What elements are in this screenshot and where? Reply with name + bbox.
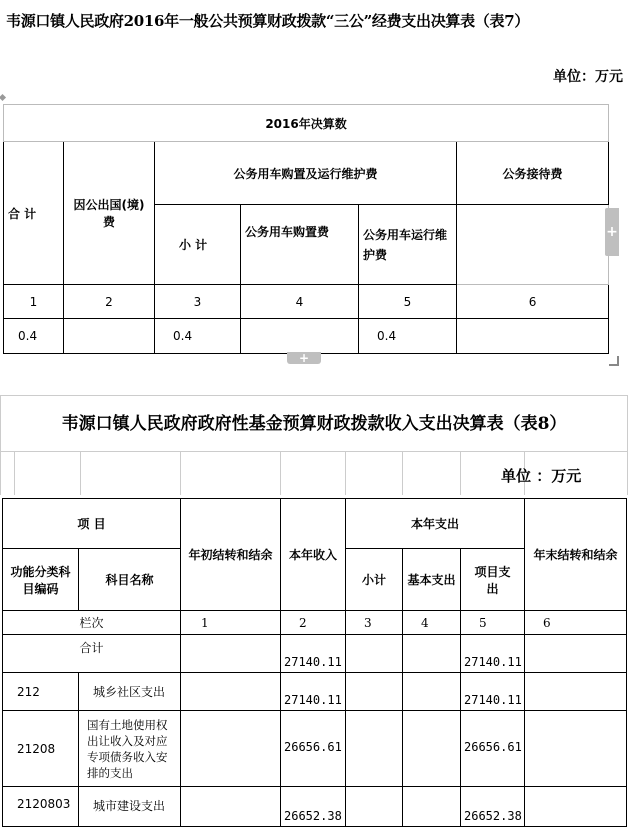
table8	[2, 498, 627, 827]
table8-total-project: 27140.11	[461, 635, 525, 673]
table7-colnum-6: 6	[457, 285, 609, 319]
table8-col-name: 科目名称	[79, 549, 181, 611]
table8-colnum-4: 4	[403, 611, 461, 635]
table8-colnum-3: 3	[346, 611, 403, 635]
table7-col-vehicle-purchase: 公务用车购置费	[241, 205, 359, 285]
table8-col-item: 项 目	[3, 499, 181, 549]
table8-col-subtotal: 小计	[346, 549, 403, 611]
table8-row-name: 国有土地使用权出让收入及对应专项债务收入安排的支出	[79, 711, 181, 787]
table7-col-abroad: 因公出国(境)费	[64, 142, 155, 285]
table-row	[525, 635, 627, 673]
table-row	[525, 673, 627, 711]
table8-col-expense-group: 本年支出	[346, 499, 525, 549]
table7-value-operation: 0.4	[359, 319, 457, 354]
table-row	[403, 673, 461, 711]
table8-row-income: 26652.38	[281, 787, 346, 827]
table-row	[403, 787, 461, 827]
table7-col-subtotal: 小 计	[155, 205, 241, 285]
table8-lanci: 栏次	[3, 611, 181, 635]
table8-col-project: 项目支出	[461, 549, 525, 611]
expand-rows-button[interactable]: +	[287, 352, 321, 364]
table8-col-code: 功能分类科目编码	[3, 549, 79, 611]
table8-col-end: 年末结转和结余	[525, 499, 627, 611]
table7-value-reception	[457, 319, 609, 354]
table7-colnum-2: 2	[64, 285, 155, 319]
table-row	[403, 635, 461, 673]
table7-cell-empty	[457, 205, 609, 285]
table7-title: 韦源口镇人民政府2016年一般公共预算财政拨款“三公”经费支出决算表（表7）	[6, 12, 530, 30]
expand-columns-button[interactable]: +	[605, 208, 619, 256]
table7-value-purchase	[241, 319, 359, 354]
table8-row-project: 26656.61	[461, 711, 525, 787]
table-row	[181, 673, 281, 711]
table8-total-label: 合计	[3, 635, 181, 673]
table7-colnum-4: 4	[241, 285, 359, 319]
table7-col-vehicle-group: 公务用车购置及运行维护费	[155, 142, 457, 205]
table-row	[403, 711, 461, 787]
table7-colnum-5: 5	[359, 285, 457, 319]
table8-colnum-6: 6	[525, 611, 627, 635]
table8-row-project: 26652.38	[461, 787, 525, 827]
table-row	[346, 711, 403, 787]
table7-colnum-3: 3	[155, 285, 241, 319]
table8-row-name: 城市建设支出	[79, 787, 181, 827]
table8-col-begin: 年初结转和结余	[181, 499, 281, 611]
table8-row-code: 212	[3, 673, 79, 711]
table8-colnum-5: 5	[461, 611, 525, 635]
table8-col-income: 本年收入	[281, 499, 346, 611]
table7-unit: 单位：万元	[553, 69, 623, 85]
table8-col-basic: 基本支出	[403, 549, 461, 611]
table-resize-handle[interactable]	[609, 356, 619, 366]
corner-marker-icon	[0, 94, 6, 101]
table-row	[525, 787, 627, 827]
table8-row-income: 26656.61	[281, 711, 346, 787]
table7-col-vehicle-operation: 公务用车运行维护费	[359, 205, 457, 285]
table-row	[346, 673, 403, 711]
table8-row-income: 27140.11	[281, 673, 346, 711]
table-row	[181, 787, 281, 827]
table7-colnum-1: 1	[4, 285, 64, 319]
table-row	[525, 711, 627, 787]
table7-col-reception: 公务接待费	[457, 142, 609, 205]
table-row	[181, 711, 281, 787]
table7-value-abroad	[64, 319, 155, 354]
table-row	[346, 635, 403, 673]
table7-value-subtotal: 0.4	[155, 319, 241, 354]
table8-row-code: 21208	[3, 711, 79, 787]
table8-colnum-2: 2	[281, 611, 346, 635]
table8-unit: 单位 ：万元	[501, 467, 582, 485]
table7	[3, 104, 609, 354]
table8-title: 韦源口镇人民政府政府性基金预算财政拨款收入支出决算表（表8）	[61, 414, 567, 434]
table7-header-year: 2016年决算数	[4, 105, 609, 142]
table7-col-total: 合 计	[4, 142, 64, 285]
table8-colnum-1: 1	[181, 611, 281, 635]
table-row	[181, 635, 281, 673]
table8-row-code: 2120803	[3, 787, 79, 827]
table-row	[346, 787, 403, 827]
table8-total-income: 27140.11	[281, 635, 346, 673]
table8-row-name: 城乡社区支出	[79, 673, 181, 711]
table7-value-total: 0.4	[4, 319, 64, 354]
table8-row-project: 27140.11	[461, 673, 525, 711]
